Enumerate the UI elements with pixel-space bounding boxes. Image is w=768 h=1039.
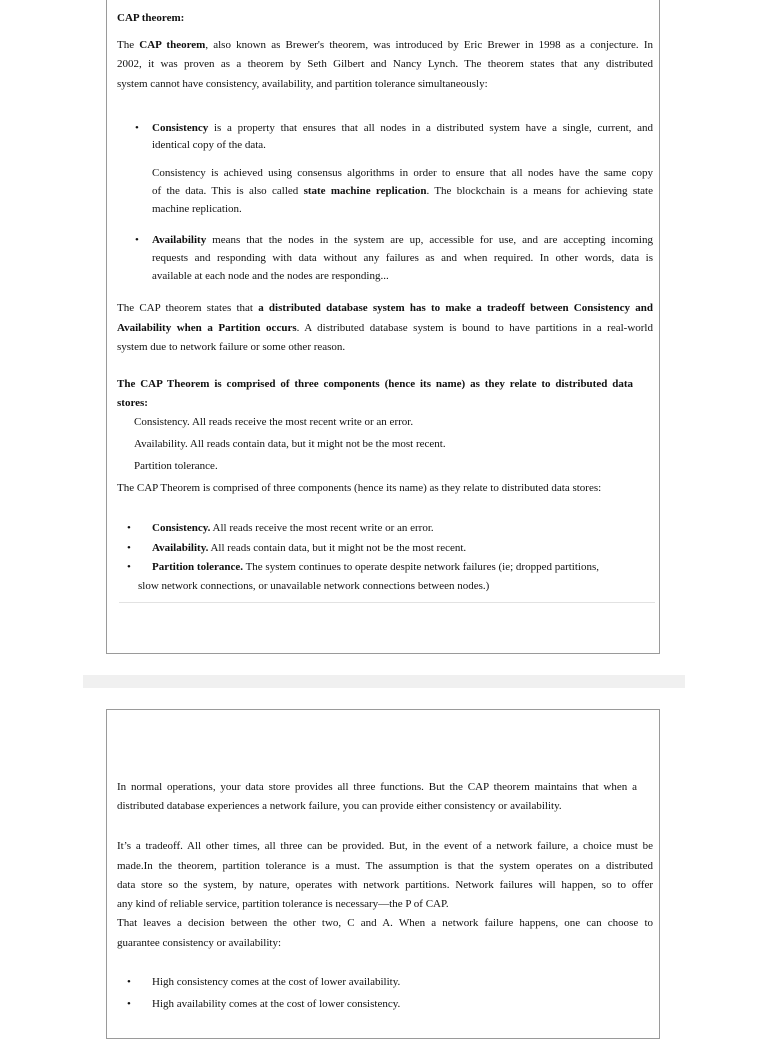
intro-line-1: The CAP theorem, also known as Brewer's theorem, was introduced by Eric Brewer in 1998 as a conjecture. In bbox=[117, 39, 653, 51]
bullet-marker: • bbox=[127, 542, 131, 554]
tradeoff-line-2: made.In the theorem, partition tolerance is a must. The assumption is that the system operates on a distributed bbox=[117, 860, 653, 872]
consistency-para-line-3: machine replication. bbox=[152, 203, 242, 215]
intro-line-3: system cannot have consistency, availability, and partition tolerance simultaneously: bbox=[117, 78, 488, 90]
page-gap bbox=[83, 675, 685, 688]
tradeoff-line-6: guarantee consistency or availability: bbox=[117, 937, 282, 949]
document-page-2 bbox=[106, 709, 660, 1039]
tradeoff-line-1: It’s a tradeoff. All other times, all three can be provided. But, in the event of a network failure, a choice must be bbox=[117, 840, 653, 852]
consistency-para-line-2: of the data. This is also called state machine replication. The blockchain is a means for achieving state bbox=[152, 185, 653, 197]
tradeoff-line-1: The CAP theorem states that a distributed database system has to make a tradeoff between Consistency and bbox=[117, 302, 653, 314]
list-item: High consistency comes at the cost of lower availability. bbox=[152, 976, 401, 988]
consistency-para-line-1: Consistency is achieved using consensus algorithms in order to ensure that all nodes have the same copy bbox=[152, 167, 653, 179]
availability-line-1: Availability means that the nodes in the system are up, accessible for use, and are accepting incoming bbox=[152, 234, 653, 246]
availability-line-3: available at each node and the nodes are responding... bbox=[152, 270, 389, 282]
components-repeat: The CAP Theorem is comprised of three components (hence its name) as they relate to distributed data stores: bbox=[117, 482, 602, 494]
bullet-marker: • bbox=[127, 522, 131, 534]
consistency-line-1: Consistency is a property that ensures that all nodes in a distributed system have a single, current, and bbox=[152, 122, 653, 134]
availability-line-2: requests and responding with data without any failures as and when required. In other words, data is bbox=[152, 252, 653, 264]
tradeoff-line-4: any kind of reliable service, partition tolerance is necessary—the P of CAP. bbox=[117, 898, 449, 910]
normal-line-1: In normal operations, your data store provides all three functions. But the CAP theorem maintains that when a bbox=[117, 781, 637, 793]
plain-list-item: Availability. All reads contain data, but it might not be the most recent. bbox=[134, 438, 446, 450]
bullet-marker: • bbox=[127, 976, 131, 988]
section-heading: CAP theorem: bbox=[117, 12, 185, 24]
bullet-list-item: Consistency. All reads receive the most recent write or an error. bbox=[152, 522, 434, 534]
bullet-list-item: Availability. All reads contain data, but it might not be the most recent. bbox=[152, 542, 467, 554]
bullet-marker: • bbox=[135, 234, 139, 246]
bullet-marker: • bbox=[127, 998, 131, 1010]
tradeoff-line-2: Availability when a Partition occurs. A distributed database system is bound to have partitions in a real-world bbox=[117, 322, 653, 334]
list-item: High availability comes at the cost of lower consistency. bbox=[152, 998, 401, 1010]
bullet-list-item: Partition tolerance. The system continues to operate despite network failures (ie; dropped partitions, bbox=[152, 561, 600, 573]
divider bbox=[119, 602, 655, 603]
components-heading-line-2: stores: bbox=[117, 397, 148, 409]
plain-list-item: Partition tolerance. bbox=[134, 460, 218, 472]
tradeoff-line-3: data store so the system, by nature, operates with network partitions. Network failures will happen, so to offer bbox=[117, 879, 653, 891]
plain-list-item: Consistency. All reads receive the most recent write or an error. bbox=[134, 416, 414, 428]
consistency-line-2: identical copy of the data. bbox=[152, 139, 266, 151]
tradeoff-line-3: system due to network failure or some other reason. bbox=[117, 341, 346, 353]
partition-continuation: slow network connections, or unavailable network connections between nodes.) bbox=[138, 580, 490, 592]
components-heading-line-1: The CAP Theorem is comprised of three components (hence its name) as they relate to distributed data bbox=[117, 378, 633, 390]
intro-line-2: 2002, it was proven as a theorem by Seth Gilbert and Nancy Lynch. The theorem states that any distributed bbox=[117, 58, 653, 70]
tradeoff-line-5: That leaves a decision between the other two, C and A. When a network failure happens, one can choose to bbox=[117, 917, 653, 929]
bullet-marker: • bbox=[135, 122, 139, 134]
normal-line-2: distributed database experiences a network failure, you can provide either consistency or availability. bbox=[117, 800, 562, 812]
bullet-marker: • bbox=[127, 561, 131, 573]
document-page-1 bbox=[106, 0, 660, 654]
